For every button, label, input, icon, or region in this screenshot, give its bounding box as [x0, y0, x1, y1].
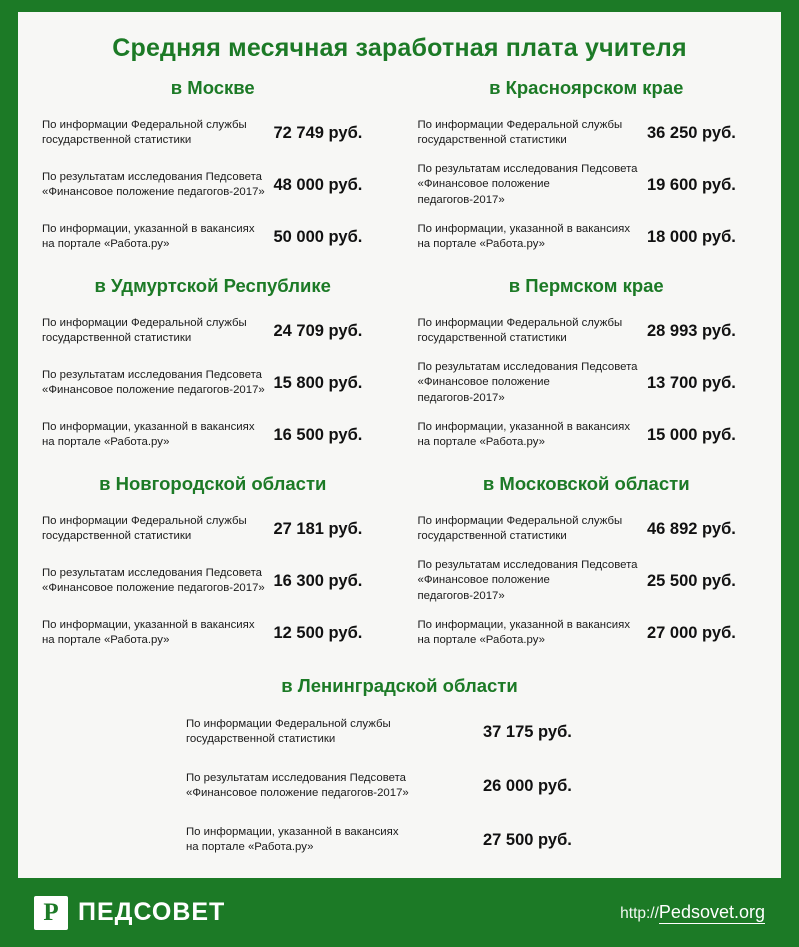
row-label-line1: По информации Федеральной службы — [42, 316, 247, 329]
region-block-moscow — [26, 65, 400, 263]
row-label-line2: государственной статистики — [42, 530, 192, 542]
row-value: 37 175 руб. — [483, 722, 572, 741]
regions-grid — [18, 65, 781, 867]
region-title: в Пермском крае — [508, 275, 664, 296]
row-label — [408, 618, 648, 649]
row-label-line1: По информации Федеральной службы — [42, 118, 247, 131]
table-row — [408, 357, 766, 409]
region-title: в Красноярском крае — [489, 77, 684, 98]
region-title: в Ленинградской области — [281, 675, 518, 696]
row-label — [34, 514, 274, 545]
region-rows — [34, 503, 392, 659]
region-title: в Новгородской области — [99, 473, 327, 494]
row-label — [408, 316, 648, 347]
row-label — [186, 717, 483, 748]
row-label — [34, 118, 274, 149]
logo-mark-icon: Р — [34, 896, 68, 930]
row-label — [408, 514, 648, 545]
table-row — [408, 211, 766, 263]
row-label-line2: «Финансовое положение педагогов-2017» — [417, 178, 550, 206]
row-label-line1: По результатам исследования Педсовета — [42, 170, 263, 183]
row-label-line1: По информации Федеральной службы — [42, 514, 247, 527]
row-label-line2: государственной статистики — [417, 332, 567, 344]
row-label — [34, 618, 274, 649]
row-label-line1: По информации, указанной в вакансиях — [42, 618, 255, 631]
row-label — [34, 566, 274, 597]
row-value: 15 000 руб. — [647, 425, 736, 444]
table-row — [34, 409, 392, 461]
table-row — [34, 607, 392, 659]
row-label-line1: По информации, указанной в вакансиях — [42, 420, 255, 433]
row-label — [186, 825, 483, 856]
row-label-line1: По результатам исследования Педсовета — [417, 162, 638, 175]
row-label-line2: государственной статистики — [417, 134, 567, 146]
table-row — [34, 357, 392, 409]
table-row — [186, 705, 613, 759]
region-block-leningrad — [26, 659, 773, 867]
site-protocol: http:// — [620, 905, 659, 922]
row-value: 18 000 руб. — [647, 227, 736, 246]
region-title: в Москве — [170, 77, 255, 98]
table-row — [408, 607, 766, 659]
table-row — [408, 107, 766, 159]
row-label-line2: на портале «Работа.ру» — [42, 634, 170, 646]
row-label-line2: на портале «Работа.ру» — [417, 238, 545, 250]
row-value: 36 250 руб. — [647, 123, 736, 142]
row-label — [34, 316, 274, 347]
row-label-line2: на портале «Работа.ру» — [42, 436, 170, 448]
row-label-line1: По результатам исследования Педсовета — [417, 360, 638, 373]
table-row — [34, 211, 392, 263]
row-label — [34, 170, 274, 201]
row-label-line2: «Финансовое положение педагогов-2017» — [186, 787, 409, 799]
table-row — [34, 159, 392, 211]
table-row — [34, 107, 392, 159]
infographic-sheet — [18, 12, 781, 878]
row-label-line1: По информации, указанной в вакансиях — [42, 222, 255, 235]
row-label-line2: государственной статистики — [42, 332, 192, 344]
table-row — [34, 305, 392, 357]
row-label — [408, 222, 648, 253]
row-label — [408, 162, 648, 208]
table-row — [408, 555, 766, 607]
table-row — [408, 305, 766, 357]
region-title: в Удмуртской Республике — [94, 275, 331, 296]
row-label-line2: «Финансовое положение педагогов-2017» — [42, 582, 265, 594]
table-row — [408, 409, 766, 461]
row-label-line2: «Финансовое положение педагогов-2017» — [417, 574, 550, 602]
row-value: 46 892 руб. — [647, 519, 736, 538]
row-label-line2: «Финансовое положение педагогов-2017» — [417, 376, 550, 404]
table-row — [408, 503, 766, 555]
row-label-line1: По результатам исследования Педсовета — [42, 368, 263, 381]
region-block-krasnoyarsk — [400, 65, 774, 263]
row-label — [34, 368, 274, 399]
brand-name: ПЕДСОВЕТ — [78, 898, 226, 926]
footer-bar — [0, 878, 799, 947]
region-block-udmurtia — [26, 263, 400, 461]
row-label — [408, 420, 648, 451]
row-label-line2: государственной статистики — [186, 733, 336, 745]
brand-logo[interactable] — [34, 896, 225, 930]
row-label — [408, 360, 648, 406]
table-row — [186, 759, 613, 813]
row-label-line2: «Финансовое положение педагогов-2017» — [42, 186, 265, 198]
region-block-moscow-oblast — [400, 461, 774, 659]
region-rows — [408, 107, 766, 263]
row-label-line1: По результатам исследования Педсовета — [186, 771, 407, 784]
table-row — [34, 503, 392, 555]
row-value: 15 800 руб. — [273, 373, 363, 392]
table-row — [186, 813, 613, 867]
row-label — [408, 118, 648, 149]
row-label-line1: По результатам исследования Педсовета — [417, 558, 638, 571]
region-title: в Московской области — [482, 473, 690, 494]
row-value: 50 000 руб. — [273, 227, 363, 246]
row-value: 28 993 руб. — [647, 321, 736, 340]
row-label-line2: на портале «Работа.ру» — [186, 841, 314, 853]
site-domain: Pedsovet.org — [658, 902, 765, 922]
region-rows — [408, 305, 766, 461]
row-label-line1: По информации, указанной в вакансиях — [417, 420, 631, 433]
region-rows — [408, 503, 766, 659]
row-value: 24 709 руб. — [273, 321, 363, 340]
table-row — [408, 159, 766, 211]
row-label — [408, 558, 648, 604]
row-label-line1: По информации, указанной в вакансиях — [186, 825, 399, 838]
row-label-line2: «Финансовое положение педагогов-2017» — [42, 384, 265, 396]
row-value: 27 500 руб. — [483, 830, 572, 849]
row-value: 26 000 руб. — [483, 776, 572, 795]
site-url[interactable] — [620, 902, 765, 923]
region-rows — [34, 107, 392, 263]
row-value: 27 181 руб. — [273, 519, 363, 538]
row-label-line1: По информации, указанной в вакансиях — [417, 618, 631, 631]
row-label-line1: По информации Федеральной службы — [417, 514, 623, 527]
row-label-line1: По информации Федеральной службы — [186, 717, 391, 730]
row-label-line1: По информации, указанной в вакансиях — [417, 222, 631, 235]
row-label-line2: на портале «Работа.ру» — [42, 238, 170, 250]
row-value: 25 500 руб. — [647, 571, 736, 590]
row-label-line2: на портале «Работа.ру» — [417, 436, 545, 448]
row-value: 19 600 руб. — [647, 175, 736, 194]
row-label-line1: По информации Федеральной службы — [417, 316, 623, 329]
region-rows — [186, 705, 613, 867]
table-row — [34, 555, 392, 607]
row-label-line2: на портале «Работа.ру» — [417, 634, 545, 646]
row-value: 48 000 руб. — [273, 175, 363, 194]
row-label-line1: По информации Федеральной службы — [417, 118, 623, 131]
row-value: 12 500 руб. — [273, 623, 363, 642]
row-label — [34, 222, 274, 253]
region-block-novgorod — [26, 461, 400, 659]
row-label-line1: По результатам исследования Педсовета — [42, 566, 263, 579]
region-block-perm — [400, 263, 774, 461]
row-label — [34, 420, 274, 451]
region-rows — [34, 305, 392, 461]
row-value: 13 700 руб. — [647, 373, 736, 392]
page-title: Средняя месячная заработная плата учителя — [112, 34, 687, 62]
row-label — [186, 771, 483, 802]
row-value: 16 300 руб. — [273, 571, 363, 590]
row-label-line2: государственной статистики — [42, 134, 192, 146]
row-value: 27 000 руб. — [647, 623, 736, 642]
row-value: 72 749 руб. — [273, 123, 363, 142]
row-value: 16 500 руб. — [273, 425, 363, 444]
row-label-line2: государственной статистики — [417, 530, 567, 542]
